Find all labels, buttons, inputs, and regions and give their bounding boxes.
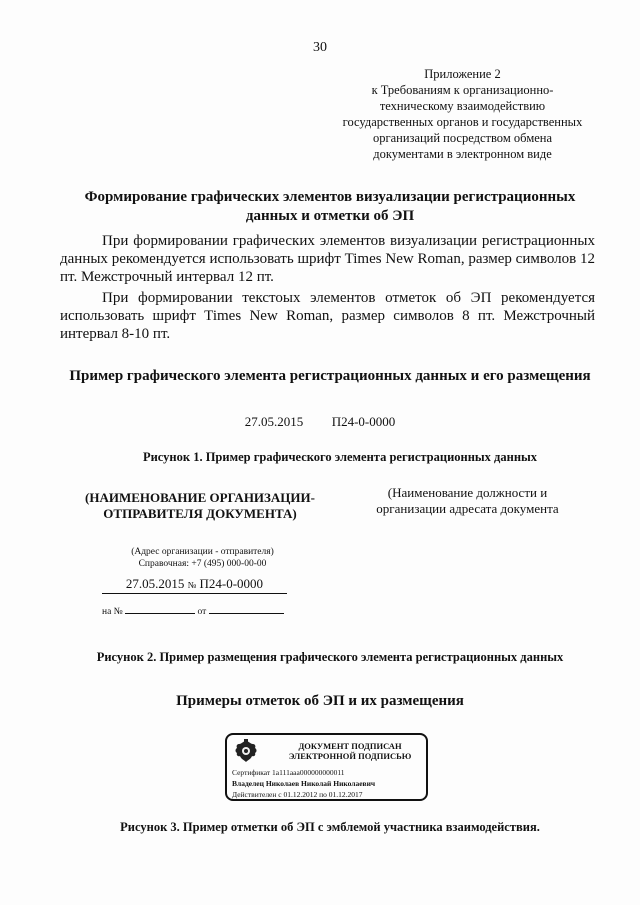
paragraph-font-signature: При формировании текстоых элементов отметок об ЭП рекомендуется использовать шрифт Times New Roman, размер символов 8 пт. Межстрочный интервал 8-10 пт.	[60, 290, 595, 342]
electronic-signature-stamp	[225, 733, 428, 801]
section1-title-line2: данных и отметки об ЭП	[245, 208, 415, 224]
figure1-caption: Рисунок 1. Пример графического элемента регистрационных данных	[142, 450, 538, 464]
registration-date: 27.05.2015	[244, 414, 304, 429]
figure3-caption: Рисунок 3. Пример отметки об ЭП с эмблемой участника взаимодействия.	[120, 820, 540, 834]
reply-reference-line	[102, 603, 292, 617]
stamp-owner: Владелец Николаев Николай Николаевич	[232, 779, 376, 788]
sender-address: (Адрес организации - отправителя)	[131, 547, 274, 557]
coat-of-arms-icon	[233, 738, 259, 764]
appendix-line: техническому взаимодействию	[379, 99, 546, 113]
registration-number: П24-0-0000	[331, 414, 396, 429]
document-date-number	[102, 576, 287, 594]
sender-organization-name	[80, 490, 320, 522]
section1-title	[60, 188, 600, 226]
ot-label: от	[197, 607, 207, 617]
stamp-title	[275, 741, 425, 761]
appendix-block	[330, 66, 595, 162]
number-sign: №	[187, 580, 197, 590]
stamp-validity: Действителен с 01.12.2012 по 01.12.2017	[232, 790, 363, 799]
sender-org-line2: ОТПРАВИТЕЛЯ ДОКУМЕНТА)	[103, 506, 297, 521]
na-label: на №	[102, 607, 123, 617]
sender-org-line1: (НАИМЕНОВАНИЕ ОРГАНИЗАЦИИ-	[85, 490, 315, 505]
appendix-line: документами в электронном виде	[373, 147, 552, 161]
section3-title: Примеры отметок об ЭП и их размещения	[176, 693, 464, 709]
reply-date-blank	[209, 603, 284, 614]
paragraph-font-visualization: При формировании графических элементов визуализации регистрационных данных рекомендуется использовать шрифт Times New Roman, размер символов 12 пт. Межстрочный интервал 12 пт.	[60, 233, 595, 285]
appendix-line: государственных органов и государственных	[342, 115, 583, 129]
section2-title: Пример графического элемента регистрационных данных и его размещения	[69, 368, 591, 384]
sender-address-block	[110, 546, 295, 570]
addressee-line2: организации адресата документа	[376, 501, 559, 516]
page-number: 30	[313, 40, 327, 55]
addressee-line1: (Наименование должности и	[387, 485, 548, 500]
document-date: 27.05.2015	[125, 576, 185, 591]
figure2-caption: Рисунок 2. Пример размещения графического элемента регистрационных данных	[96, 650, 564, 664]
appendix-line: организаций посредством обмена	[372, 131, 553, 145]
stamp-certificate: Сертификат 1a111aaa000000000011	[232, 768, 345, 777]
appendix-line: к Требованиям к организационно-	[371, 83, 554, 97]
document-number: П24-0-0000	[199, 576, 264, 591]
appendix-line: Приложение 2	[424, 67, 501, 81]
stamp-title-line1: ДОКУМЕНТ ПОДПИСАН	[298, 741, 402, 751]
registration-element	[0, 414, 640, 430]
stamp-title-line2: ЭЛЕКТРОННОЙ ПОДПИСЬЮ	[288, 751, 412, 761]
addressee-block	[360, 485, 575, 517]
sender-phone: Справочная: +7 (495) 000-00-00	[138, 559, 267, 569]
section1-title-line1: Формирование графических элементов визуализации регистрационных	[84, 189, 576, 205]
reply-number-blank	[125, 603, 195, 614]
